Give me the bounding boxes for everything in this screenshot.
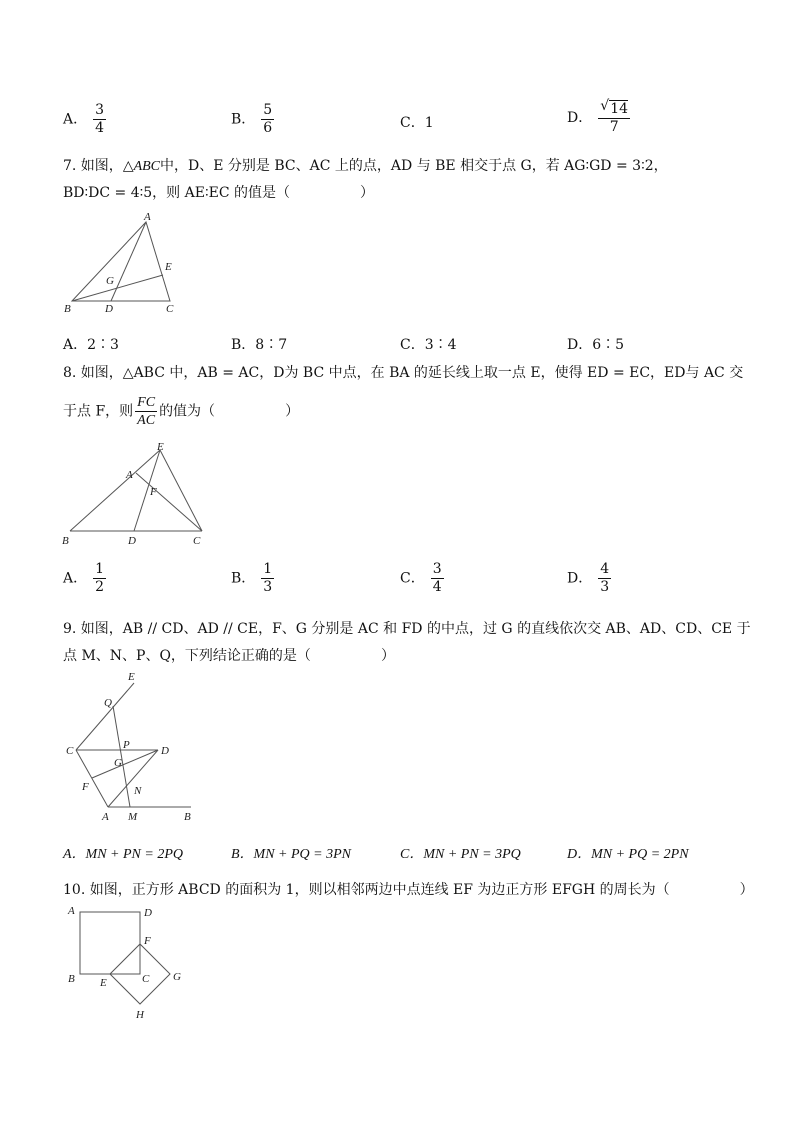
q7-triangle-abc — [72, 222, 170, 301]
q7-label-c: C — [166, 303, 174, 315]
q7-label-a: A — [144, 211, 151, 223]
q10-text-line1: 10. 如图，正方形 ABCD 的面积为 1，则以相邻两边中点连线 EF 为边正方形 EFGH 的周长为（ ） — [63, 882, 754, 898]
q8-option-a: A． $\frac{1}{2}$ — [63, 561, 105, 595]
q10-figure — [62, 902, 192, 1027]
q9-label-q: Q — [104, 697, 112, 709]
q9-label-e: E — [128, 671, 135, 683]
q8-label-a: A — [126, 469, 133, 481]
q8-option-b: B． $\frac{1}{3}$ — [231, 561, 273, 595]
q8-label-e: E — [157, 441, 164, 453]
q10-label-e: E — [100, 977, 107, 989]
q9-label-a: A — [102, 811, 109, 823]
q9-label-g: G — [114, 757, 122, 769]
q10-label-g: G — [173, 971, 181, 983]
q9-segment-ac — [76, 750, 108, 807]
q7-label-d: D — [105, 303, 113, 315]
q7-segment-be — [72, 275, 163, 301]
q10-label-b: B — [68, 973, 75, 985]
q10-label-a: A — [68, 905, 75, 917]
q7-figure — [60, 208, 190, 318]
q9-label-d: D — [161, 745, 169, 757]
q9-label-c: C — [66, 745, 74, 757]
q9-text-line2: 点 M、N、P、Q，下列结论正确的是（ ） — [63, 648, 395, 664]
q8-segment-ec — [160, 450, 202, 531]
q9-label-n: N — [134, 785, 142, 797]
q8-label-f: F — [150, 486, 157, 498]
q9-text-line1: 9. 如图，AB // CD、AD // CE，F、G 分别是 AC 和 FD 的中点，过 G 的直线依次交 AB、AD、CD、CE 于 — [63, 621, 751, 637]
q8-option-d: D． $\frac{4}{3}$ — [567, 561, 610, 595]
q6-option-a: A． $\frac{3}{4}$ — [63, 102, 105, 136]
q10-label-f: F — [144, 935, 151, 947]
q6-option-b: B． $\frac{5}{6}$ — [231, 102, 273, 136]
q9-segment-fd — [92, 750, 158, 778]
q9-label-f: F — [82, 781, 89, 793]
q9-label-p: P — [123, 739, 130, 751]
q9-option-b: B．MN + PQ = 3PN — [231, 847, 351, 862]
q10-label-c: C — [142, 973, 150, 985]
q10-label-d: D — [144, 907, 152, 919]
q7-option-a: A．2∶3 — [63, 337, 119, 353]
q7-text-line2: BD∶DC = 4∶5，则 AE∶EC 的值是（ ） — [63, 185, 374, 201]
q9-label-m: M — [128, 811, 138, 823]
q8-text-line2: 于点 F，则 $\frac{FC}{AC}$ 的值为（ ） — [63, 395, 300, 428]
q9-label-b: B — [184, 811, 191, 823]
q8-figure — [60, 440, 210, 550]
q7-label-g: G — [106, 275, 114, 287]
q8-text-line1: 8. 如图，△ABC 中，AB = AC，D为 BC 中点，在 BA 的延长线上取一点 E，使得 ED = EC，ED与 AC 交 — [63, 365, 744, 381]
q6-option-d: D． √ $\frac{14}{7}$ — [567, 100, 630, 136]
q7-label-e: E — [165, 261, 172, 273]
q9-option-a: A．MN + PN = 2PQ — [63, 847, 183, 862]
q7-option-b: B．8∶7 — [231, 337, 288, 353]
q8-segment-ac — [136, 473, 202, 531]
q9-figure — [58, 668, 203, 828]
q8-label-c: C — [193, 535, 201, 547]
q7-option-c: C．3∶4 — [400, 337, 457, 353]
q7-text-line1: 7. 如图，△ABC中，D、E 分别是 BC、AC 上的点，AD 与 BE 相交于点 G，若 AG∶GD = 3∶2， — [63, 158, 668, 174]
q7-segment-ad — [111, 222, 146, 301]
q10-square-abcd — [80, 912, 140, 974]
q9-option-d: D．MN + PQ = 2PN — [567, 847, 689, 862]
q7-label-b: B — [64, 303, 71, 315]
q6-option-c: C．1 — [400, 115, 434, 131]
q7-option-d: D．6∶5 — [567, 337, 625, 353]
q8-option-c: C． $\frac{3}{4}$ — [400, 561, 442, 595]
q10-label-h: H — [136, 1009, 144, 1021]
q8-label-d: D — [128, 535, 136, 547]
q9-option-c: C．MN + PN = 3PQ — [400, 847, 521, 862]
q8-label-b: B — [62, 535, 69, 547]
